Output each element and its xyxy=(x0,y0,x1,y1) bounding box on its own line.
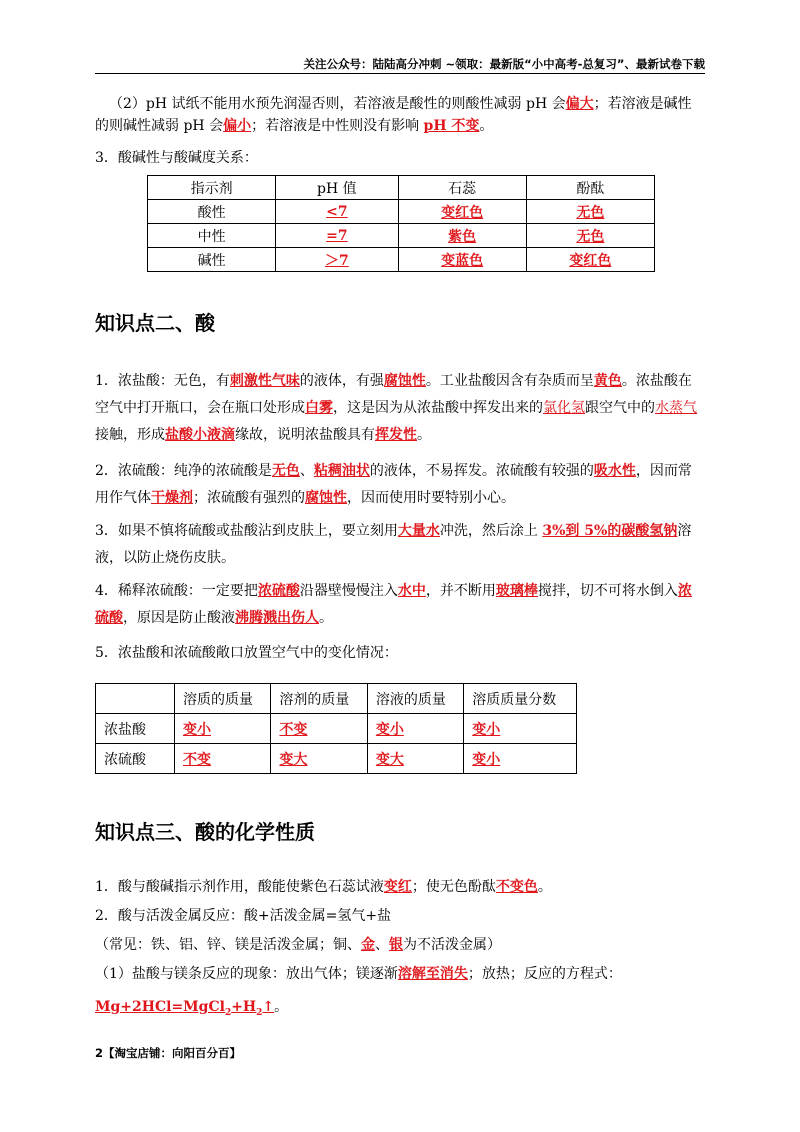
conc-hcl-paragraph: 1．浓盐酸：无色，有刺激性气味的液体，有强腐蚀性。工业盐酸因含有杂质而呈黄色。浓盐酸在空气中打开瓶口，会在瓶口处形成白雾，这是因为从浓盐酸中挥发出来的氯化氢跟空气中的水蒸气接触，形成盐酸小液滴缘故，说明浓盐酸具有挥发性。 xyxy=(95,373,697,443)
hcl-mg-reaction: （1）盐酸与镁条反应的现象：放出气体；镁逐渐溶解至消失；放热；反应的方程式： xyxy=(95,966,622,982)
table-cell: 变蓝色 xyxy=(398,248,526,272)
table-cell: <7 xyxy=(276,200,398,224)
table-cell: 变小 xyxy=(464,744,577,774)
table-cell: 无色 xyxy=(526,200,654,224)
table-cell: 中性 xyxy=(148,224,276,248)
table-cell: 变小 xyxy=(367,714,463,744)
table-row xyxy=(148,224,655,248)
reaction-equation: $Mg+2HCl=MgCl_2+H_2↑$。 xyxy=(95,999,289,1018)
metal-activity-note: （常见：铁、铝、锌、镁是活泼金属；铜、金、银为不活泼金属） xyxy=(95,937,501,953)
table-cell: 变大 xyxy=(367,744,463,774)
table-row xyxy=(96,744,577,774)
table-header-cell xyxy=(96,684,175,714)
table-row xyxy=(148,200,655,224)
table-cell: 不变 xyxy=(175,744,271,774)
table-header-cell: 酚酞 xyxy=(526,176,654,200)
table-cell: 紫色 xyxy=(398,224,526,248)
page-header: 关注公众号：陆陆高分冲刺 ~领取：最新版“小中高考-总复习”、最新试卷下载 xyxy=(303,57,705,71)
table-header-cell: 石蕊 xyxy=(398,176,526,200)
indicator-reaction-paragraph: 1．酸与酸碱指示剂作用，酸能使紫色石蕊试液变红；使无色酚酞不变色。 xyxy=(95,879,552,895)
header-divider xyxy=(95,73,705,74)
table-header-row xyxy=(96,684,577,714)
table-header-cell: pH 值 xyxy=(276,176,398,200)
table-cell: 酸性 xyxy=(148,200,276,224)
section-title-acids: 知识点二、酸 xyxy=(95,311,215,335)
table-row xyxy=(96,714,577,744)
skin-contact-paragraph: 3．如果不慎将硫酸或盐酸沾到皮肤上，要立刻用大量水冲洗，然后涂上 3%到 5%的碳酸氢钠溶液，以防止烧伤皮肤。 xyxy=(95,523,692,566)
acid-base-relation-title: 3．酸碱性与酸碱度关系： xyxy=(95,150,258,166)
table-header-cell: 指示剂 xyxy=(148,176,276,200)
page-footer: 2【淘宝店铺：向阳百分百】 xyxy=(95,1046,242,1060)
table-header-cell: 溶质质量分数 xyxy=(464,684,577,714)
conc-h2so4-paragraph: 2．浓硫酸：纯净的浓硫酸是无色、粘稠油状的液体，不易挥发。浓硫酸有较强的吸水性，因而常用作气体干燥剂；浓硫酸有强烈的腐蚀性，因而使用时要特别小心。 xyxy=(95,463,692,506)
table-cell: ＞7 xyxy=(276,248,398,272)
table-cell: 变大 xyxy=(271,744,367,774)
exposure-change-table xyxy=(95,683,577,774)
table-cell: 无色 xyxy=(526,224,654,248)
table-header-cell: 溶液的质量 xyxy=(367,684,463,714)
table-cell: 变红色 xyxy=(398,200,526,224)
table-row xyxy=(148,248,655,272)
ph-indicator-table xyxy=(147,175,655,272)
section-title-acid-properties: 知识点三、酸的化学性质 xyxy=(95,820,315,844)
metal-reaction-title: 2．酸与活泼金属反应：酸+活泼金属=氢气+盐 xyxy=(95,908,392,924)
table-cell: =7 xyxy=(276,224,398,248)
table-cell: 变红色 xyxy=(526,248,654,272)
table-header-cell: 溶质的质量 xyxy=(175,684,271,714)
ph-paper-note: （2）pH 试纸不能用水预先润湿否则，若溶液是酸性的则酸性减弱 pH 会偏大；若溶液是碱性的则碱性减弱 pH 会偏小；若溶液是中性则没有影响 pH 不变。 xyxy=(95,96,692,134)
table-cell: 浓盐酸 xyxy=(96,714,175,744)
table-cell: 变小 xyxy=(464,714,577,744)
dilution-paragraph: 4．稀释浓硫酸：一定要把浓硫酸沿器壁慢慢注入水中，并不断用玻璃棒搅拌，切不可将水倒入浓硫酸，原因是防止酸液沸腾溅出伤人。 xyxy=(95,583,692,626)
table-cell: 变小 xyxy=(175,714,271,744)
table-header-row xyxy=(148,176,655,200)
exposure-change-title: 5．浓盐酸和浓硫酸敞口放置空气中的变化情况： xyxy=(95,645,398,661)
table-cell: 碱性 xyxy=(148,248,276,272)
table-cell: 不变 xyxy=(271,714,367,744)
table-cell: 浓硫酸 xyxy=(96,744,175,774)
table-header-cell: 溶剂的质量 xyxy=(271,684,367,714)
